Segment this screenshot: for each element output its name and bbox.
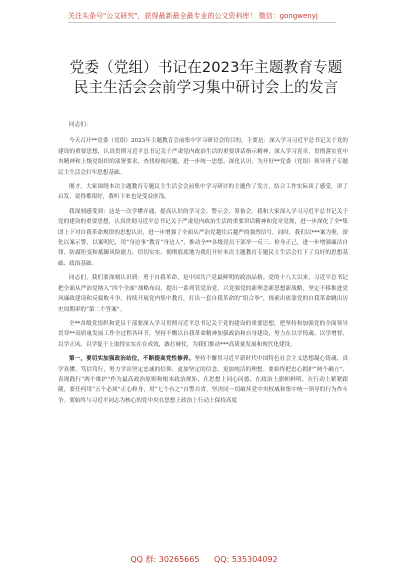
salutation: 同志们： (69, 122, 92, 128)
paragraph: 今天召开**党委（党组）2023年主题教育会前集中学习研讨会的目的，主要是：深入学习习近平总书记关于党的建设的重要思想，认真贯彻习近平总书记关于严肃党内政治生活的重要讲话指示精神，深入学习党章，贯彻落实党中央精神和上级党组织的部署要求，查找检视问题，进一步统一思想、深化认识，为开好**党委（党组）领导班子专题民主生活会打牢思想基础。 (58, 138, 348, 176)
footer-qq-group: QQ 群: 30265665 (130, 555, 200, 564)
title-line-2: 民主生活会会前学习集中研讨会上的发言 (73, 79, 339, 96)
paragraph: 我深刻感受到：这是一次学懂弄通、提高认识的学习会、警示会、筹备会。我和大家深入学习习近平总书记关于党的建设的重要思想，认真贯彻习近平总书记关于严肃党内政治生活的重要讲话精神和党章党规，进一步深化了全*集团上下对自我革命规律的思想认识，进一步增强了全面从严治党越往后越严的强烈信号。同时，我们以***案为鉴，深化以案示警，以案明纪，用“身边事”教育“身边人”，推动全**各级党员干部举一反三、检身正己，进一步增强廉洁自律、防腐拒变和抵御风险能力，切切实实、彻彻底底地为我们开好本次主题教育专题民主生活会打下了良好的思想基础、政治基础。 (58, 208, 348, 267)
paragraph: 全**各级党组织和党员干部要深入学习贯彻习近平总书记关于党的建设的重要思想，把坚持和加强党的全面领导贯穿**高质量发展工作全过程各环节，坚持不懈以自我革命精神加强政治和自身建设，努力在以学铸魂、以学增智、以学正风、以学促干上取得实实在在成效，敢打硬仗，为我们推动***高质量发展和现代化建设。 (58, 320, 348, 348)
document-title (36, 58, 376, 98)
paragraph: 同志们，我们要深刻认识到：勇于自我革命，是中国共产党最鲜明的政治品格。党的十八大以来，习近平总书记把全面从严治党纳入“四个全面”战略布局，提出一系列管党治党、兴党强党的新理念新思想新战略，坚定不移推进党风廉政建设和反腐败斗争，持续开展党内集中教育，打出一套自我革命的“组合拳”，探索出依靠党的自我革命跳出历史周期率的“第二个答案”。 (58, 275, 348, 313)
title-line-1: 党委（党组）书记在2023年主题教育专题 (69, 59, 343, 76)
paragraph: 刚才，大家围绕本次主题教育专题民主生活会会前集中学习研讨的主题作了发言，结合工作实际谈了感受，讲了启发，说得都很好，我听下来也是受益匪浅。 (58, 184, 348, 201)
footer-qq: QQ: 535304092 (214, 555, 278, 564)
document-body (58, 120, 348, 542)
section-heading-text: 坚持不懈用习近平新时代中国特色社会主义思想凝心铸魂、真学真懂、笃信笃行，努力学出坚定忠诚的信仰、更加坚定的信念、更加纯洁的理想。要始终把忠心拥护“两个确立”、表现践行“两个维护”作为最高政治原则和根本政治规矩，在思想上同心同德、在政治上旗帜鲜明、在行动上紧紧跟随，要任何用“五个必须”正心修身，用“七个有之”自警自省，坚决同一切破坏党中央权威和集中统一领导的行为作斗争。要始终与习近平同志为核心的党中央在思想上政治上行动上保持高度 (58, 356, 348, 404)
section-heading: 第一，要切实加强政治站位，不断提高党性修养。 (69, 356, 195, 363)
section-heading-paragraph (58, 354, 348, 406)
promo-banner: 关注头条号"公文研究"，获得最新最全最专业的公文资料库！ 微信：gongwenyj (68, 10, 336, 23)
footer-contact (0, 552, 408, 568)
